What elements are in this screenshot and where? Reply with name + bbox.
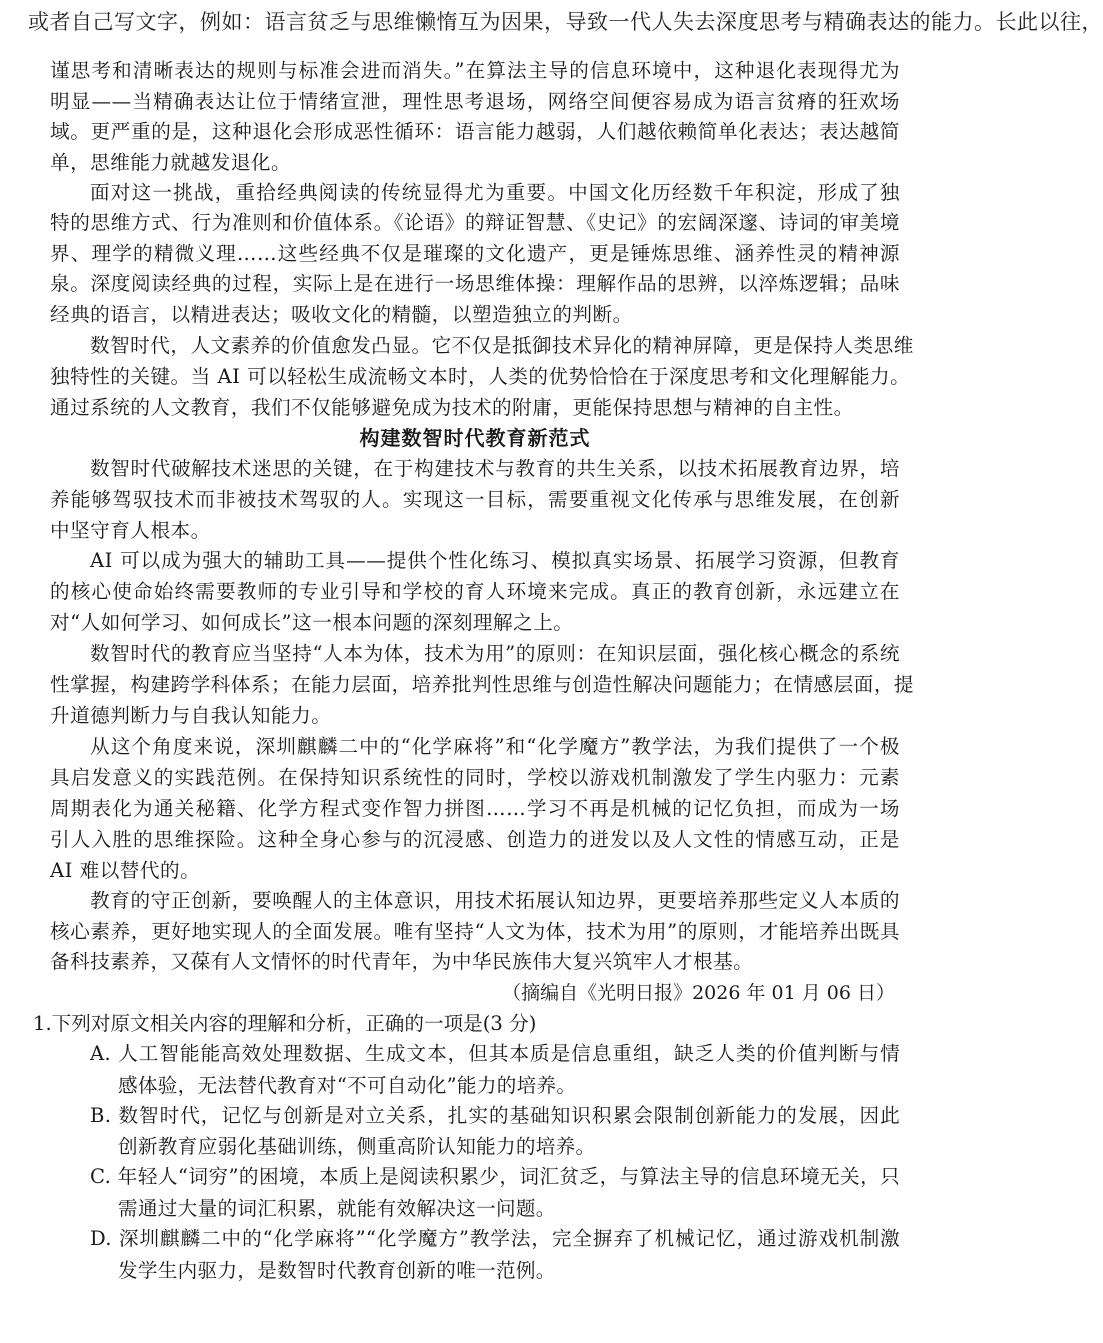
option-b-line-2: 创新教育应弱化基础训练，侧重高阶认知能力的培养。: [118, 1135, 596, 1158]
option-b-line-1: B. 数智时代，记忆与创新是对立关系，扎实的基础知识积累会限制创新能力的发展，因此: [90, 1104, 900, 1127]
option-c-line-2: 需通过大量的词汇积累，就能有效解决这一问题。: [118, 1197, 556, 1220]
cut-off-top-line: 或者自己写文字，例如：语言贫乏与思维懒惰互为因果，导致一代人失去深度思考与精确表达的能力。长此以往，: [28, 10, 1103, 34]
paragraph-6-line-3: 升道德判断力与自我认知能力。: [50, 704, 332, 727]
paragraph-6-line-2: 性掌握，构建跨学科体系；在能力层面，培养批判性思维与创造性解决问题能力；在情感层面，提: [50, 673, 915, 696]
option-d-line-2: 发学生内驱力，是数智时代教育创新的唯一范例。: [118, 1259, 556, 1282]
paragraph-8-line-1: 教育的守正创新，要唤醒人的主体意识，用技术拓展认知边界，更要培养那些定义人本质的: [90, 889, 900, 912]
paragraph-6-line-1: 数智时代的教育应当坚持“人本为体，技术为用”的原则：在知识层面，强化核心概念的系统: [90, 642, 900, 665]
paragraph-7-line-5: AI 难以替代的。: [50, 859, 201, 882]
paragraph-1-line-3: 域。更严重的是，这种退化会形成恶性循环：语言能力越弱，人们越依赖简单化表达；表达越简: [50, 120, 900, 143]
paragraph-5-line-1: AI 可以成为强大的辅助工具——提供个性化练习、模拟真实场景、拓展学习资源，但教育: [90, 549, 900, 572]
paragraph-2-line-5: 经典的语言，以精进表达；吸收文化的精髓，以塑造独立的判断。: [50, 303, 633, 326]
paragraph-3-line-3: 通过系统的人文教育，我们不仅能够避免成为技术的附庸，更能保持思想与精神的自主性。: [50, 396, 854, 419]
paragraph-5-line-2: 的核心使命始终需要教师的专业引导和学校的育人环境来完成。真正的教育创新，永远建立在: [50, 580, 900, 603]
question-stem: 1.下列对原文相关内容的理解和分析，正确的一项是(3 分): [33, 1012, 537, 1035]
paragraph-2-line-1: 面对这一挑战，重拾经典阅读的传统显得尤为重要。中国文化历经数千年积淀，形成了独: [90, 181, 900, 204]
paragraph-4-line-1: 数智时代破解技术迷思的关键，在于构建技术与教育的共生关系，以技术拓展教育边界，培: [90, 457, 900, 480]
option-d-line-1: D. 深圳麒麟二中的“化学麻将”“化学魔方”教学法，完全摒弃了机械记忆，通过游戏机制激: [90, 1227, 900, 1250]
paragraph-3-line-1: 数智时代，人文素养的价值愈发凸显。它不仅是抵御技术异化的精神屏障，更是保持人类思维: [90, 334, 914, 357]
source-citation: （摘编自《光明日报》2026 年 01 月 06 日）: [502, 982, 895, 1004]
option-c-line-1: C. 年轻人“词穷”的困境，本质上是阅读积累少，词汇贫乏，与算法主导的信息环境无关，只: [90, 1165, 900, 1188]
paragraph-7-line-2: 具启发意义的实践范例。在保持知识系统性的同时，学校以游戏机制激发了学生内驱力：元素: [50, 766, 900, 789]
paragraph-8-line-3: 备科技素养，又葆有人文情怀的时代青年，为中华民族伟大复兴筑牢人才根基。: [50, 950, 754, 973]
paragraph-2-line-3: 界、理学的精微义理……这些经典不仅是璀璨的文化遗产，更是锤炼思维、涵养性灵的精神源: [50, 242, 900, 265]
paragraph-4-line-2: 养能够驾驭技术而非被技术驾驭的人。实现这一目标，需要重视文化传承与思维发展，在创新: [50, 488, 900, 511]
paragraph-1-line-2: 明显——当精确表达让位于情绪宣泄，理性思考退场，网络空间便容易成为语言贫瘠的狂欢场: [50, 90, 900, 113]
paragraph-7-line-1: 从这个角度来说，深圳麒麟二中的“化学麻将”和“化学魔方”教学法，为我们提供了一个极: [90, 735, 900, 758]
paragraph-1-line-4: 单，思维能力就越发退化。: [50, 151, 292, 174]
paragraph-2-line-2: 特的思维方式、行为准则和价值体系。《论语》的辩证智慧、《史记》的宏阔深邃、诗词的审美境: [50, 211, 900, 234]
paragraph-3-line-2: 独特性的关键。当 AI 可以轻松生成流畅文本时，人类的优势恰恰在于深度思考和文化理解能力。: [50, 365, 911, 388]
paragraph-2-line-4: 泉。深度阅读经典的过程，实际上是在进行一场思维体操：理解作品的思辨，以淬炼逻辑；品味: [50, 272, 900, 295]
paragraph-8-line-2: 核心素养，更好地实现人的全面发展。唯有坚持“人文为体，技术为用”的原则，才能培养出既具: [50, 920, 900, 943]
paragraph-1-line-1: 谨思考和清晰表达的规则与标准会进而消失。”在算法主导的信息环境中，这种退化表现得尤为: [50, 59, 900, 82]
option-a-line-1: A. 人工智能能高效处理数据、生成文本，但其本质是信息重组，缺乏人类的价值判断与情: [90, 1042, 900, 1065]
paragraph-7-line-4: 引人入胜的思维探险。这种全身心参与的沉浸感、创造力的迸发以及人文性的情感互动，正是: [50, 828, 900, 851]
paragraph-5-line-3: 对“人如何学习、如何成长”这一根本问题的深刻理解之上。: [50, 611, 574, 634]
section-heading: 构建数智时代教育新范式: [359, 426, 591, 450]
paragraph-4-line-3: 中坚守育人根本。: [50, 519, 211, 542]
paragraph-7-line-3: 周期表化为通关秘籍、化学方程式变作智力拼图……学习不再是机械的记忆负担，而成为一场: [50, 797, 900, 820]
option-a-line-2: 感体验，无法替代教育对“不可自动化”能力的培养。: [118, 1074, 577, 1097]
